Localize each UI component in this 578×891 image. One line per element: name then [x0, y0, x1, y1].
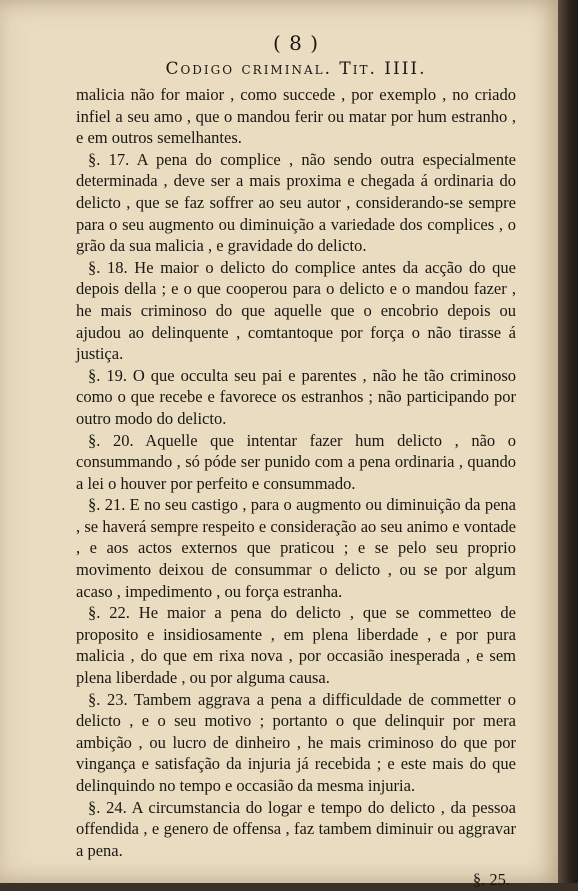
- paragraph-18: §. 18. He maior o delicto do complice antes da acção do que depois della ; e o que cooperou para o delicto e o mandou fazer , he mais criminoso do que aquelle que o encobrio depois ou ajudou ao delinquente , comtantoque por força o não tirasse á justiça.: [76, 257, 516, 364]
- page-content: [76, 30, 516, 891]
- paragraph-22: §. 22. He maior a pena do delicto , que se commetteo de proposito e insidiosamente , em plena liberdade , e por pura malicia , do que em rixa nova , por occasião inesperada , e sem plena liberdade , ou por alguma causa.: [76, 603, 516, 688]
- paragraph-24: §. 24. A circumstancia do logar e tempo do delicto , da pessoa offendida , e genero de offensa , faz tambem diminuir ou aggravar a pena.: [76, 797, 516, 860]
- page-number: ( 8 ): [272, 31, 320, 55]
- running-header: Codigo criminal. Tit. IIII.: [165, 59, 427, 79]
- paragraph-20: §. 20. Aquelle que intentar fazer hum delicto , não o consummando , só póde ser punido com a pena ordinaria , quando a lei o houver por perfeito e consummado.: [76, 430, 516, 493]
- book-spine: [558, 0, 578, 883]
- paragraph-21: §. 21. E no seu castigo , para o augmento ou diminuição da pena , se haverá sempre respeito e consideração ao seu animo e vontade , e aos actos externos que praticou ; e se pelo seu proprio movimento deixou de consummar o delicto , ou se por algum acaso , impedimento , ou força estranha.: [76, 495, 516, 601]
- paragraph-19: §. 19. O que occulta seu pai e parentes , não he tão criminoso como o que recebe e favorece os estranhos ; não participando por outro modo do delicto.: [76, 365, 516, 428]
- paragraph-17: §. 17. A pena do complice , não sendo outra especialmente determinada , deve ser a mais proxima e chegada á ordinaria do delicto , que se faz soffrer ao seu autor , considerando-se sempre para o seu augmento ou diminuição a variedade dos complices , o grão da sua malicia , e gravidade do delicto.: [76, 149, 516, 256]
- paragraph-23: §. 23. Tambem aggrava a pena a difficuldade de commetter o delicto , e o seu motivo ; portanto o que delinquir por mera ambição , ou lucro de dinheiro , he mais criminoso do que por vingança e satisfação da injuria já recebida ; e este mais do que delinquindo no tempo e occasião da mesma injuria.: [76, 689, 516, 795]
- paragraph-continuation: malicia não for maior , como succede , por exemplo , no criado infiel a seu amo , que o mandou ferir ou matar por hum estranho , e em outros semelhantes.: [76, 85, 516, 148]
- catchword: §. 25.: [472, 870, 510, 890]
